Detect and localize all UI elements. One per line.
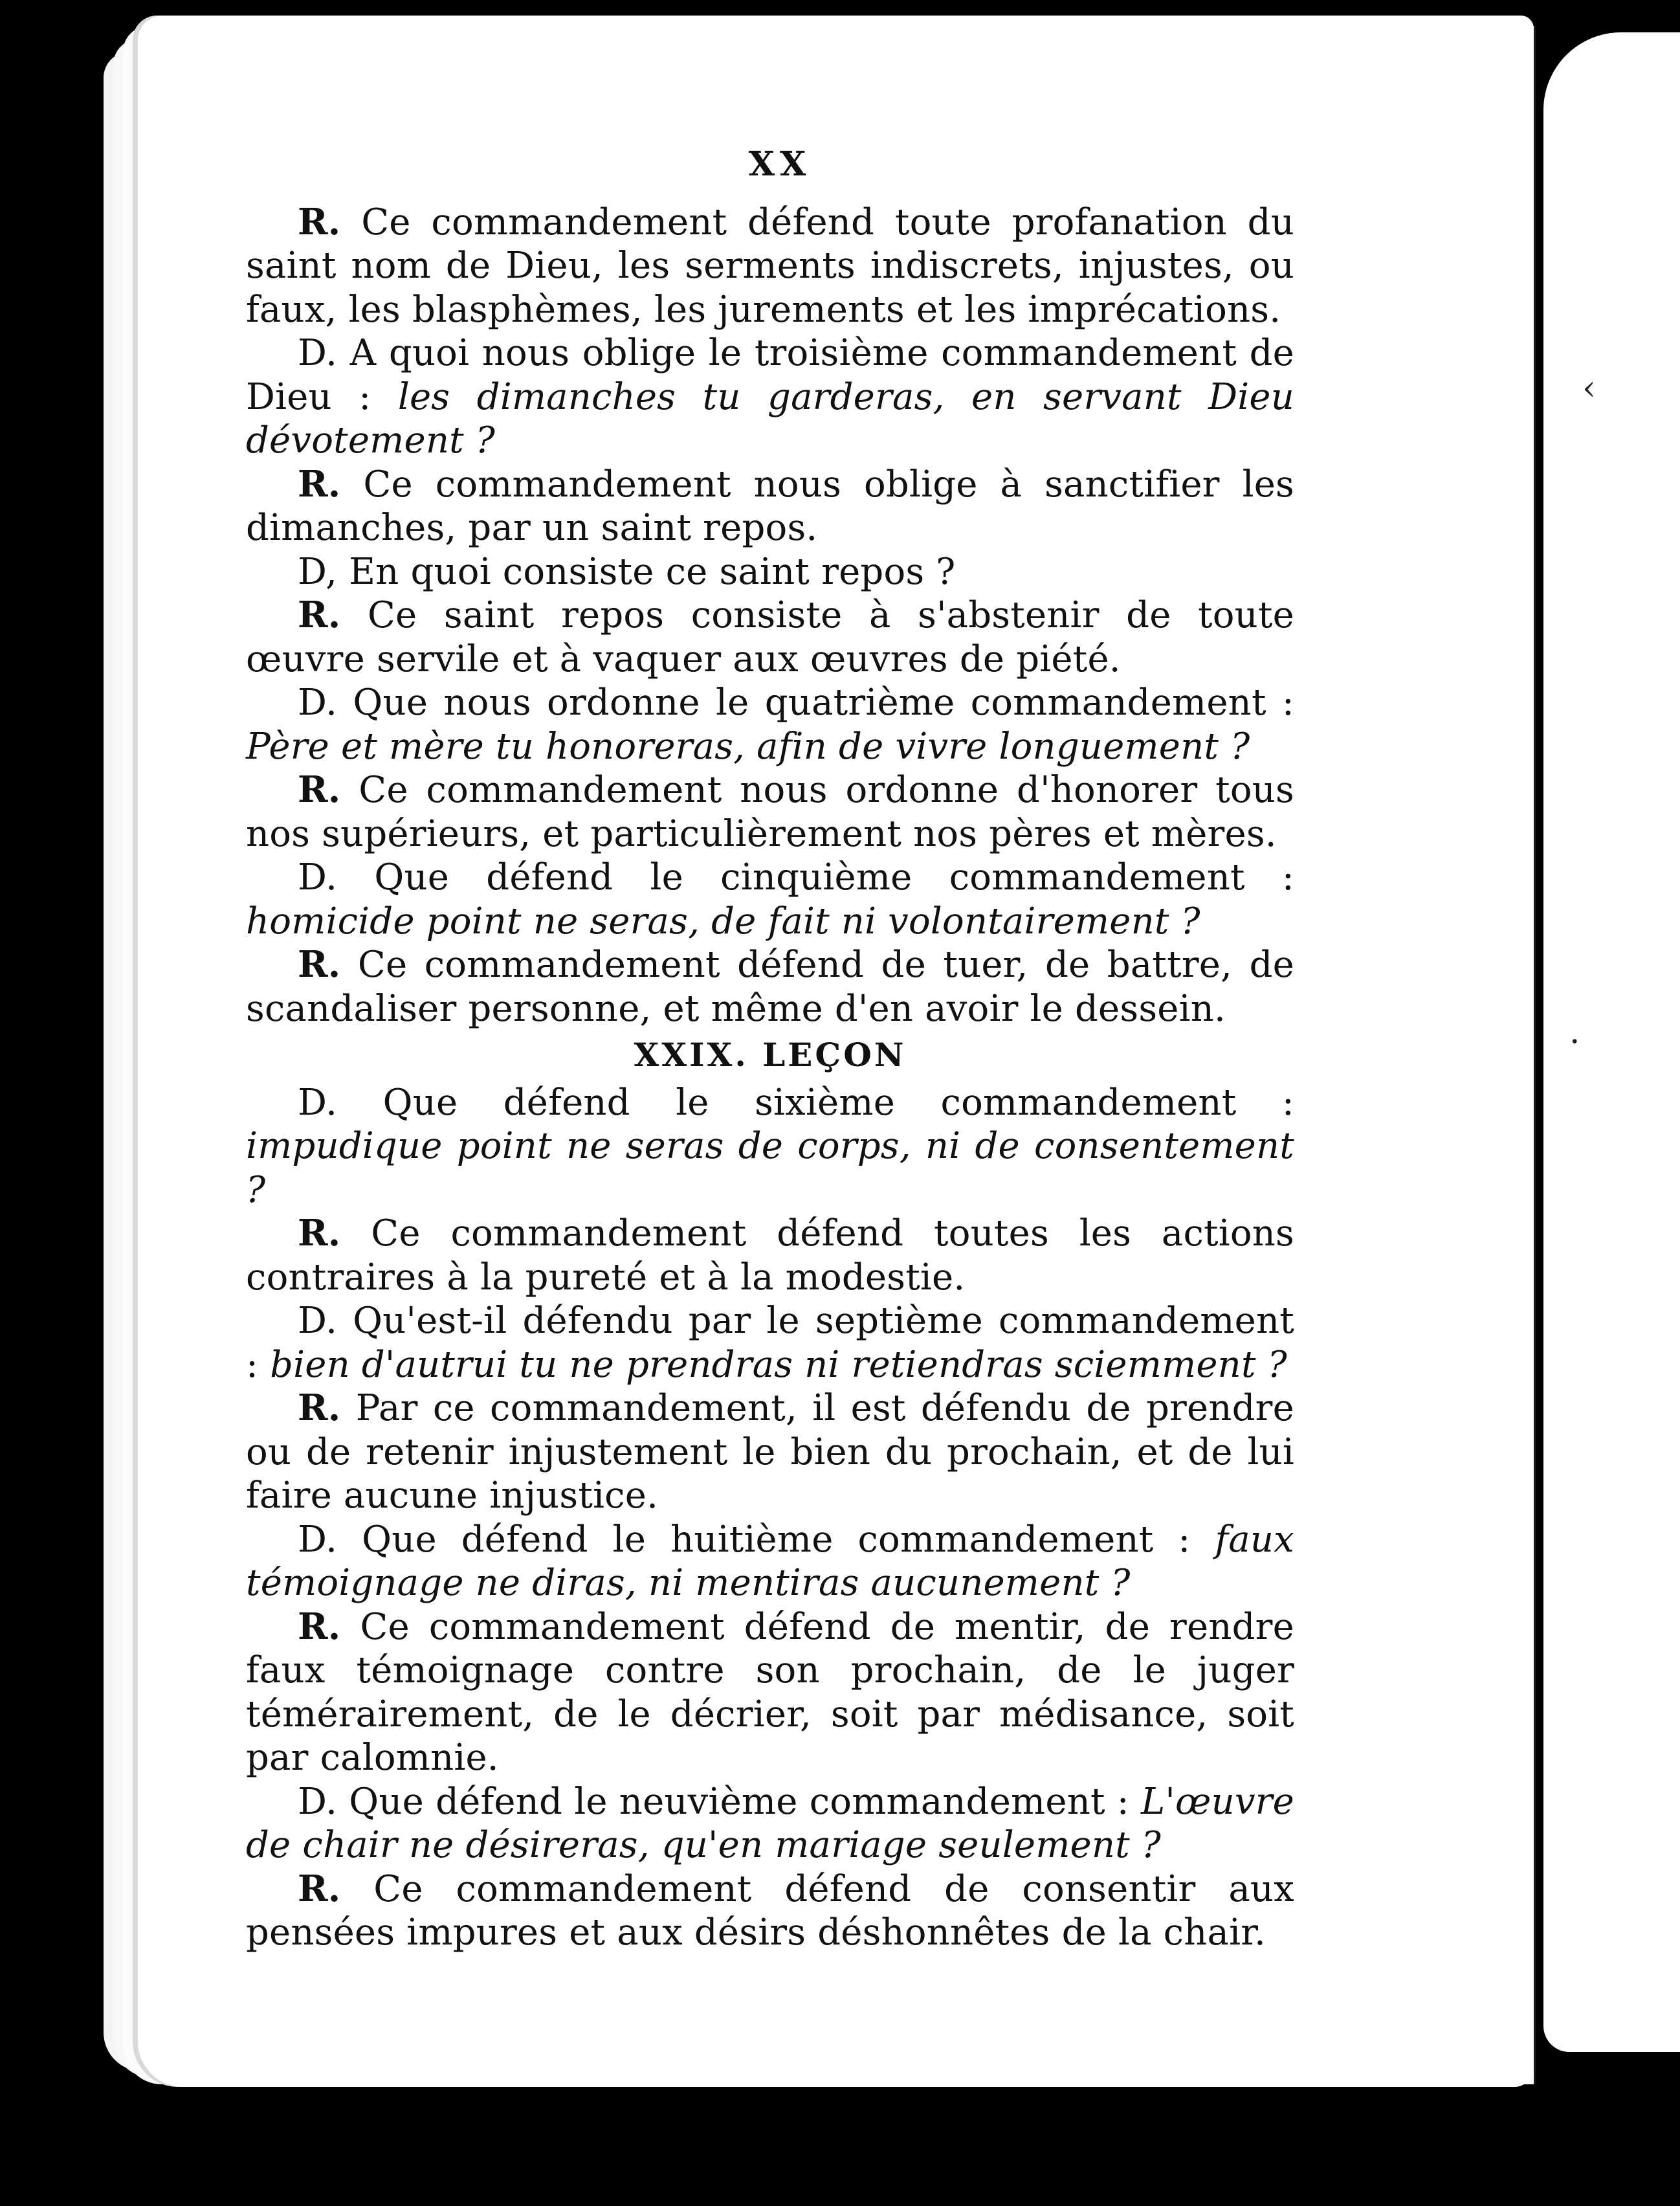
question-paragraph — [246, 550, 1294, 594]
answer-paragraph — [246, 768, 1294, 856]
page-text — [246, 142, 1294, 1955]
paragraph-lead: R. — [298, 462, 341, 506]
paragraph-text: Par ce commandement, il est défendu de prendre ou de retenir injustement le bien du prochain, et de lui faire aucune injustice. — [246, 1387, 1294, 1517]
lesson-heading: XXIX. LEÇON — [634, 1036, 907, 1074]
bleed-mark: · — [1569, 1023, 1580, 1062]
paragraph-text: Ce commandement défend de consentir aux pensées impures et aux désirs déshonnêtes de la chair. — [246, 1867, 1294, 1954]
paragraph-lead: R. — [298, 594, 341, 636]
paragraph-lead: D. — [298, 1081, 338, 1124]
facing-page-edge — [1543, 32, 1680, 2052]
commandment-italic: faux témoignage ne diras, ni mentiras aucunement ? — [246, 1518, 1294, 1604]
paragraph-text: Ce commandement nous ordonne d'honorer tous nos supérieurs, et particulièrement nos pères et mères. — [246, 769, 1294, 855]
paragraph-text: Ce saint repos consiste à s'abstenir de toute œuvre servile et à vaquer aux œuvres de piété. — [246, 594, 1294, 680]
paragraph-text: Ce commandement défend de mentir, de rendre faux témoignage contre son prochain, de le juger témérairement, de le décrier, soit par médisance, soit par calomnie. — [246, 1605, 1294, 1779]
paragraph-lead: R. — [298, 200, 341, 243]
question-paragraph — [246, 1299, 1294, 1387]
paragraph-lead: D. — [298, 1518, 338, 1561]
paragraph-text: Qu'est-il défendu par le septième commandement : — [246, 1300, 1294, 1386]
paragraph-text: Ce commandement défend toute profanation du saint nom de Dieu, les serments indiscrets, injustes, ou faux, les blasphèmes, les jurements et les imprécations. — [246, 201, 1294, 331]
answer-paragraph — [246, 201, 1294, 332]
paragraph-text: Que défend le huitième commandement : — [362, 1518, 1215, 1561]
paragraph-text: Que nous ordonne le quatrième commandement : — [353, 682, 1294, 724]
commandment-italic: homicide point ne seras, de fait ni volontairement ? — [246, 900, 1200, 942]
paragraph-lead: D. — [298, 1780, 338, 1823]
bleed-mark: ‹ — [1582, 369, 1596, 408]
question-paragraph — [246, 856, 1294, 943]
paragraph-lead: D. — [298, 1300, 338, 1342]
answer-paragraph — [246, 1605, 1294, 1780]
paragraph-text: Que défend le cinquième commandement : — [374, 856, 1294, 898]
question-paragraph — [246, 681, 1294, 768]
commandment-italic: impudique point ne seras de corps, ni de consentement ? — [246, 1125, 1294, 1211]
question-paragraph — [246, 331, 1294, 463]
paragraph-lead: R. — [298, 1387, 341, 1429]
question-paragraph — [246, 1780, 1294, 1867]
page-number: XX — [748, 144, 812, 184]
commandment-italic: les dimanches tu garderas, en servant Dieu dévotement ? — [246, 375, 1294, 462]
answer-paragraph — [246, 463, 1294, 550]
paragraph-text: Ce commandement défend toutes les actions contraires à la pureté et à la modestie. — [246, 1212, 1294, 1298]
paragraph-lead: D. — [298, 856, 338, 898]
paragraph-text: Que défend le neuvième commandement : — [349, 1780, 1142, 1823]
paragraph-text: En quoi consiste ce saint repos ? — [349, 550, 956, 593]
paragraph-text: Ce commandement nous oblige à sanctifier les dimanches, par un saint repos. — [246, 463, 1294, 549]
paragraph-lead: D. — [298, 332, 338, 374]
paragraph-lead: D. — [298, 682, 338, 724]
paragraph-lead: D, — [298, 550, 338, 593]
paragraph-text: Ce commandement défend de tuer, de battre, de scandaliser personne, et même d'en avoir le dessein. — [246, 944, 1294, 1030]
commandment-italic: bien d'autrui tu ne prendras ni retiendras sciemment ? — [270, 1343, 1287, 1386]
answer-paragraph — [246, 943, 1294, 1031]
answer-paragraph — [246, 1387, 1294, 1518]
answer-paragraph — [246, 594, 1294, 681]
paragraph-lead: R. — [298, 1867, 341, 1910]
question-paragraph — [246, 1518, 1294, 1605]
paragraph-text: A quoi nous oblige le troisième commandement de Dieu : — [246, 332, 1294, 418]
paragraph-text: Que défend le sixième commandement : — [382, 1081, 1294, 1124]
answer-paragraph — [246, 1867, 1294, 1955]
paragraph-lead: R. — [298, 768, 341, 811]
paragraph-lead: R. — [298, 1605, 341, 1648]
paragraph-lead: R. — [298, 1212, 341, 1254]
commandment-italic: Père et mère tu honoreras, afin de vivre longuement ? — [246, 725, 1250, 768]
question-paragraph — [246, 1081, 1294, 1212]
commandment-italic: L'œuvre de chair ne désireras, qu'en mariage seulement ? — [246, 1780, 1294, 1866]
answer-paragraph — [246, 1212, 1294, 1299]
paragraph-lead: R. — [298, 943, 341, 986]
